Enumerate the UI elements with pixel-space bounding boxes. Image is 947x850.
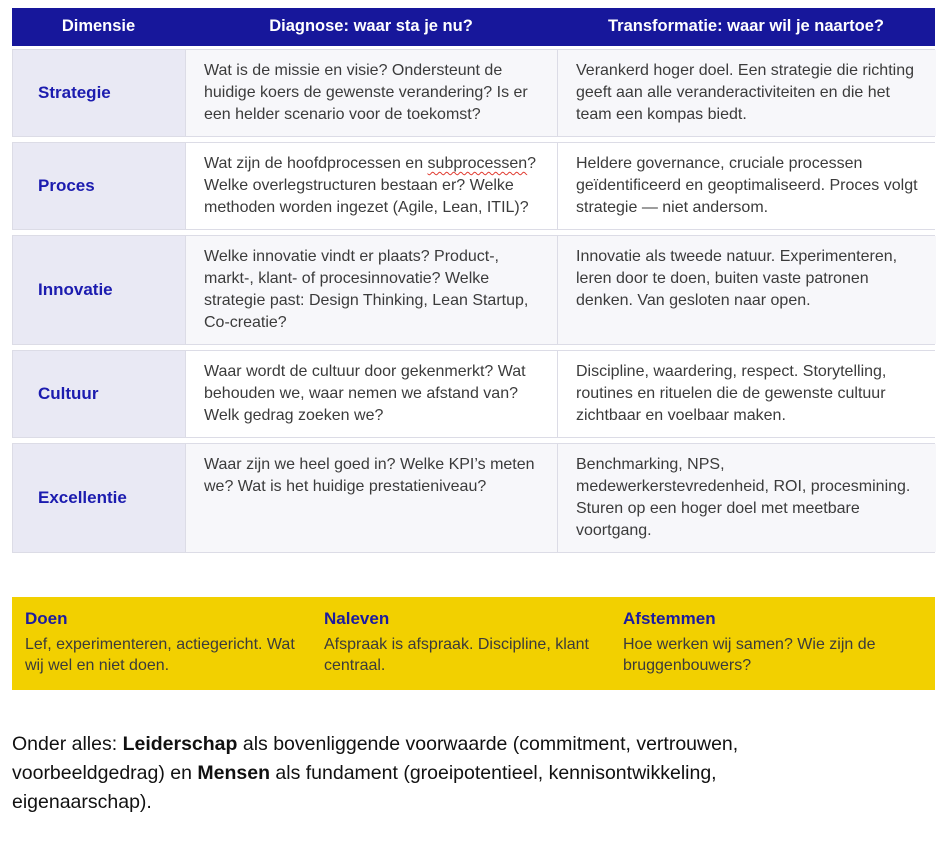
banner-column-afstemmen (623, 609, 922, 676)
banner-text: Hoe werken wij samen? Wie zijn de bruggenbouwers? (623, 636, 876, 674)
dimension-label: Cultuur (13, 351, 186, 437)
footer-bold-mensen: Mensen (197, 762, 270, 784)
transformatie-cell: Discipline, waardering, respect. Storytelling, routines en rituelen die de gewenste cultuur zichtbaar en voelbaar maken. (558, 351, 936, 437)
diagnose-text-post: ? Welke overlegstructuren bestaan er? Welke methoden worden ingezet (Agile, Lean, ITIL)? (204, 155, 537, 216)
banner-column-doen (25, 609, 324, 676)
banner-column-naleven (324, 609, 623, 676)
banner-title: Doen (25, 609, 68, 628)
table-row-proces (12, 142, 935, 230)
diagnose-cell: Waar zijn we heel goed in? Welke KPI’s meten we? Wat is het huidige prestatieniveau? (186, 444, 558, 552)
transformatie-cell: Innovatie als tweede natuur. Experimenteren, leren door te doen, buiten vaste patronen denken. Van gesloten naar open. (558, 236, 936, 344)
transformatie-cell: Heldere governance, cruciale processen geïdentificeerd en geoptimaliseerd. Proces volgt strategie — niet andersom. (558, 143, 936, 229)
footer-bold-leiderschap: Leiderschap (122, 733, 238, 755)
table-row-strategie (12, 49, 935, 137)
transformatie-cell: Verankerd hoger doel. Een strategie die richting geeft aan alle veranderactiviteiten en die het team een kompas biedt. (558, 50, 936, 136)
spellcheck-underlined-word: subprocessen (427, 155, 528, 172)
diagnose-cell: Waar wordt de cultuur door gekenmerkt? Wat behouden we, waar nemen we afstand van? Welk gedrag zoeken we? (186, 351, 558, 437)
footer-note (12, 730, 857, 817)
values-banner (12, 597, 935, 690)
header-transformatie: Transformatie: waar wil je naartoe? (607, 17, 884, 35)
footer-text: als fundament (groeipotentieel, kennisontwikkeling, eigenaarschap). (12, 762, 717, 813)
transformatie-cell: Benchmarking, NPS, medewerkerstevredenheid, ROI, procesmining. Sturen op een hoger doel met meetbare voortgang. (558, 444, 936, 552)
dimension-label: Proces (13, 143, 186, 229)
diagnose-cell (186, 143, 558, 229)
header-diagnose: Diagnose: waar sta je nu? (269, 17, 473, 35)
banner-title: Afstemmen (623, 609, 716, 628)
table-header-row (12, 8, 935, 46)
banner-text: Lef, experimenteren, actiegericht. Wat wij wel en niet doen. (25, 636, 295, 674)
footer-text: als bovenliggende voorwaarde (commitment, vertrouwen, voorbeeldgedrag) en (12, 733, 739, 784)
diagnose-cell: Wat is de missie en visie? Ondersteunt de huidige koers de gewenste verandering? Is er een helder scenario voor de toekomst? (186, 50, 558, 136)
table-row-cultuur (12, 350, 935, 438)
dimension-label: Strategie (13, 50, 186, 136)
table-row-innovatie (12, 235, 935, 345)
dimensions-table (12, 8, 935, 553)
diagnose-text-pre: Wat zijn de hoofdprocessen en (204, 155, 428, 172)
dimension-label: Innovatie (13, 236, 186, 344)
banner-title: Naleven (324, 609, 390, 628)
dimension-label: Excellentie (13, 444, 186, 552)
table-row-excellentie (12, 443, 935, 553)
header-dimensie: Dimensie (61, 17, 136, 35)
footer-text: Onder alles: (12, 733, 123, 755)
banner-text: Afspraak is afspraak. Discipline, klant centraal. (324, 636, 589, 674)
diagnose-cell: Welke innovatie vindt er plaats? Product-, markt-, klant- of procesinnovatie? Welke strategie past: Design Thinking, Lean Startup, Co-creatie? (186, 236, 558, 344)
